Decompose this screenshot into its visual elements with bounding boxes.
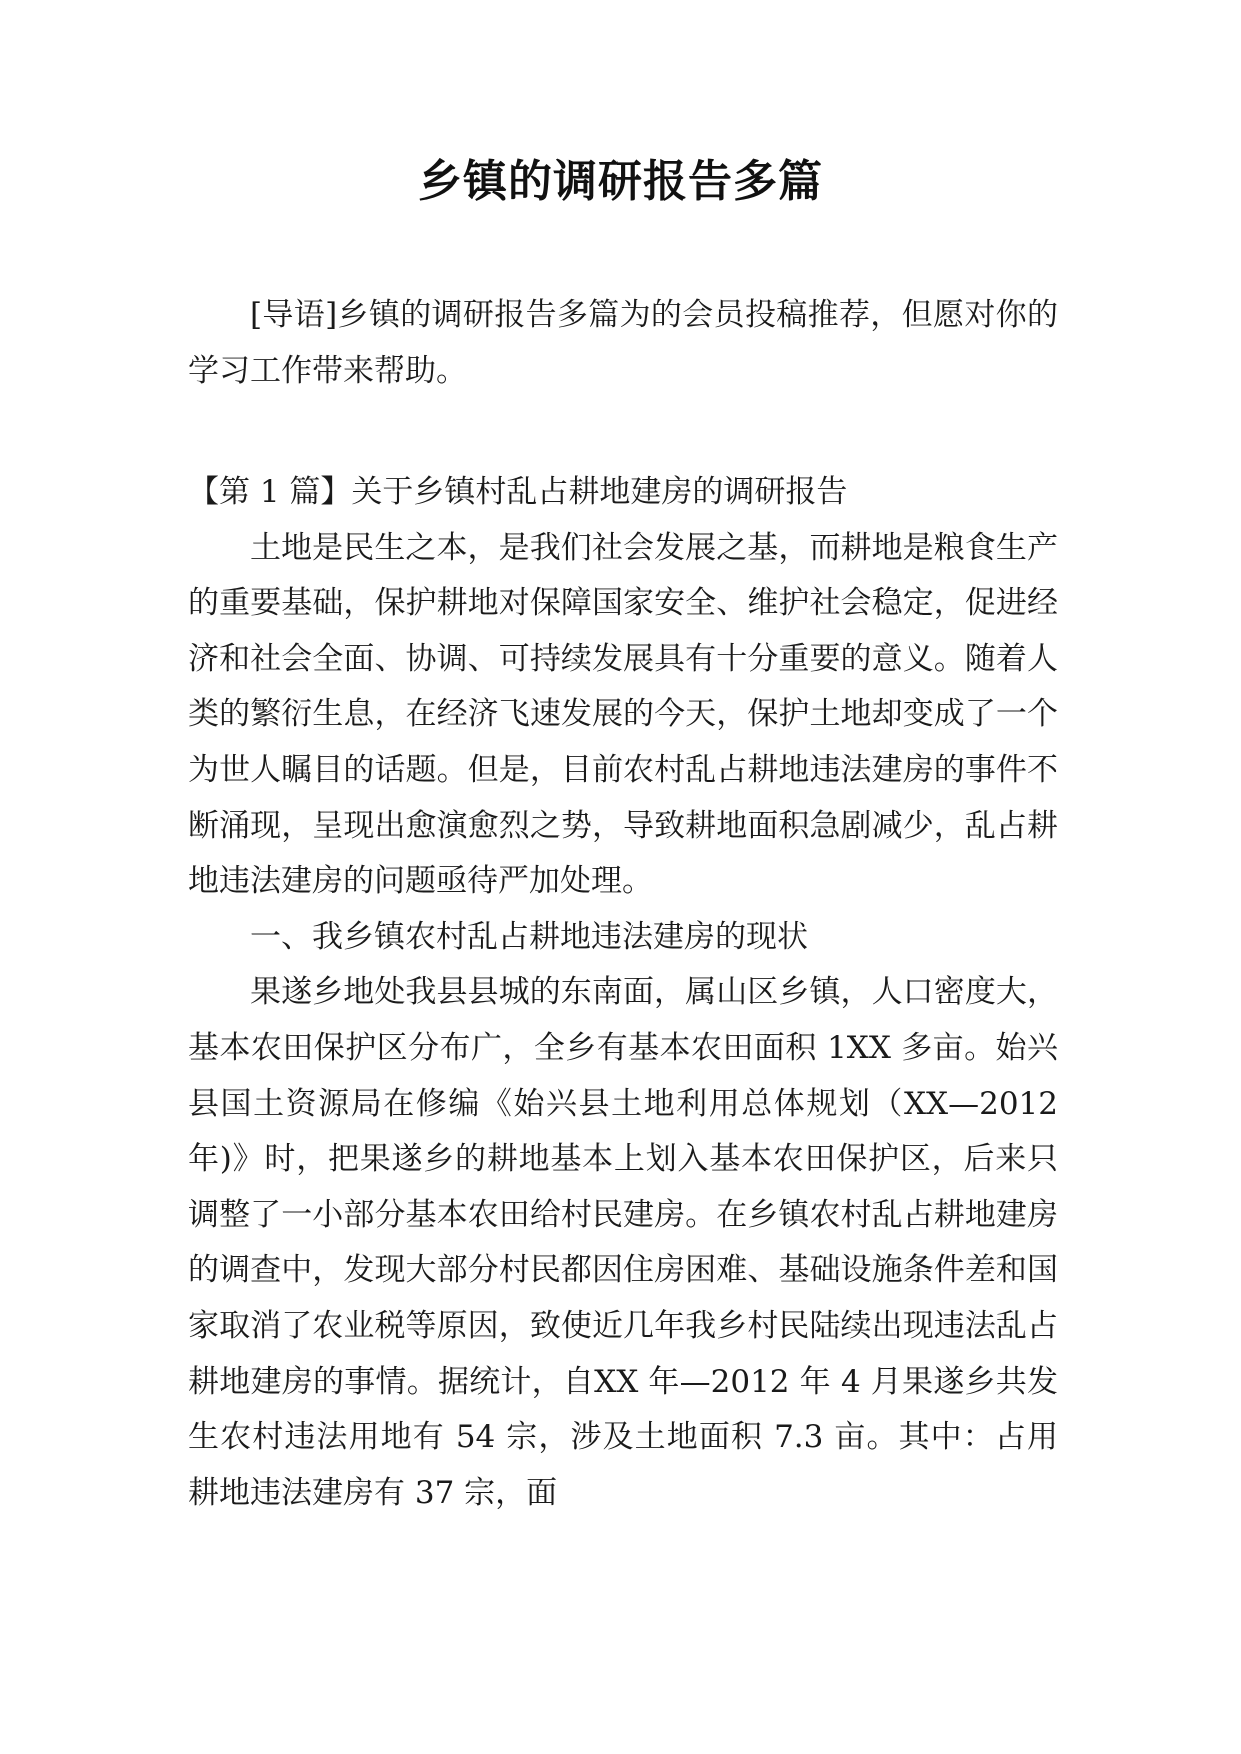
intro-block (188, 288, 1058, 399)
body-paragraph: 果遂乡地处我县县城的东南面，属山区乡镇，人口密度大，基本农田保护区分布广，全乡有基本农田面积 1XX 多亩。始兴县国土资源局在修编《始兴县土地利用总体规划（XX—2012 年)》时，把果遂乡的耕地基本上划入基本农田保护区，后来只调整了一小部分基本农田给村民建房。在乡镇农村乱占耕地建房的调查中，发现大部分村民都因住房困难、基础设施条件差和国家取消了农业税等原因，致使近几年我乡村民陆续出现违法乱占耕地建房的事情。据统计，自XX 年—2012 年 4 月果遂乡共发生农村违法用地有 54 宗，涉及土地面积 7.3 亩。其中：占用耕地违法建房有 37 宗，面 (188, 974, 1058, 1511)
intro-paragraph: [导语]乡镇的调研报告多篇为的会员投稿推荐，但愿对你的学习工作带来帮助。 (188, 297, 1058, 389)
body-paragraph: 土地是民生之本，是我们社会发展之基，而耕地是粮食生产的重要基础，保护耕地对保障国家安全、维护社会稳定，促进经济和社会全面、协调、可持续发展具有十分重要的意义。随着人类的繁衍生息，在经济飞速发展的今天，保护土地却变成了一个为世人瞩目的话题。但是，目前农村乱占耕地违法建房的事件不断涌现，呈现出愈演愈烈之势，导致耕地面积急剧减少，乱占耕地违法建房的问题亟待严加处理。 (188, 529, 1058, 900)
subsection-heading: 一、我乡镇农村乱占耕地违法建房的现状 (250, 918, 808, 955)
section-block (188, 465, 1058, 1521)
section-heading: 【第 1 篇】关于乡镇村乱占耕地建房的调研报告 (188, 474, 848, 510)
document-title: 乡镇的调研报告多篇 (418, 156, 823, 207)
